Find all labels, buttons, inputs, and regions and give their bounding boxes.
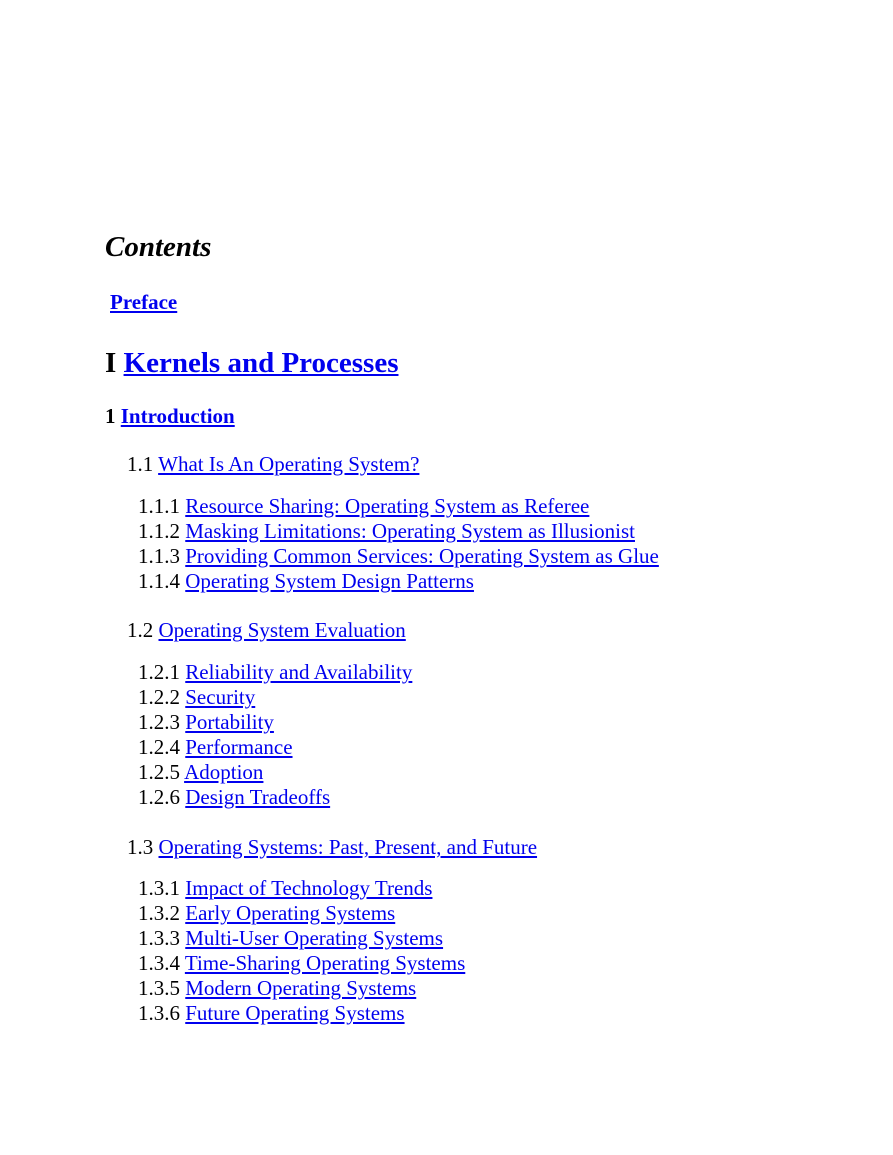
chapter-heading xyxy=(105,404,235,428)
subsection-number: 1.3.1 xyxy=(138,876,180,900)
subsection-link[interactable]: Performance xyxy=(185,735,293,760)
preface-entry xyxy=(110,290,177,314)
subsection-number: 1.2.1 xyxy=(138,660,180,684)
section-link[interactable]: Operating System Evaluation xyxy=(158,618,406,642)
part-heading xyxy=(105,345,398,381)
subsection-item xyxy=(138,951,465,976)
subsection-item xyxy=(138,494,659,519)
subsection-item xyxy=(138,876,465,901)
subsection-link[interactable]: Multi-User Operating Systems xyxy=(185,926,444,951)
subsection-link[interactable]: Providing Common Services: Operating System as Glue xyxy=(185,544,659,569)
subsection-item xyxy=(138,544,659,569)
subsection-number: 1.2.5 xyxy=(138,760,180,785)
section-number: 1.1 xyxy=(127,452,154,476)
subsection-number: 1.3.6 xyxy=(138,1001,180,1026)
part-title-link[interactable]: Kernels and Processes xyxy=(123,347,399,379)
chapter-number: 1 xyxy=(105,404,116,428)
subsection-item xyxy=(138,519,659,544)
subsection-item xyxy=(138,760,412,785)
subsection-number: 1.1.1 xyxy=(138,494,180,518)
part-number: I xyxy=(105,347,117,379)
subsection-link[interactable]: Impact of Technology Trends xyxy=(185,876,433,900)
subsection-number: 1.3.4 xyxy=(138,951,180,976)
subsection-item xyxy=(138,685,412,710)
section-number: 1.2 xyxy=(127,618,154,642)
subsection-item xyxy=(138,660,412,685)
chapter-title-link[interactable]: Introduction xyxy=(120,404,235,428)
subsection-item xyxy=(138,1001,465,1026)
section-heading xyxy=(127,452,419,476)
subsection-number: 1.2.3 xyxy=(138,710,180,735)
subsection-item xyxy=(138,735,412,760)
subsection-number: 1.2.2 xyxy=(138,685,180,710)
subsection-link[interactable]: Time-Sharing Operating Systems xyxy=(184,951,466,976)
subsection-link[interactable]: Portability xyxy=(185,710,274,735)
subsection-item xyxy=(138,976,465,1001)
subsection-link[interactable]: Early Operating Systems xyxy=(185,901,396,926)
subsection-number: 1.3.5 xyxy=(138,976,180,1001)
subsection-list xyxy=(138,660,412,811)
subsection-link[interactable]: Future Operating Systems xyxy=(185,1001,405,1026)
subsection-item xyxy=(138,785,412,810)
subsection-item xyxy=(138,710,412,735)
subsection-link[interactable]: Reliability and Availability xyxy=(185,660,413,684)
subsection-link[interactable]: Modern Operating Systems xyxy=(185,976,417,1001)
subsection-number: 1.2.4 xyxy=(138,735,180,760)
subsection-item xyxy=(138,569,659,594)
subsection-number: 1.1.3 xyxy=(138,544,180,569)
contents-title: Contents xyxy=(105,231,212,263)
subsection-number: 1.3.2 xyxy=(138,901,180,926)
subsection-number: 1.1.2 xyxy=(138,519,180,544)
subsection-number: 1.1.4 xyxy=(138,569,180,594)
subsection-link[interactable]: Security xyxy=(185,685,256,710)
section-link[interactable]: What Is An Operating System? xyxy=(158,452,420,476)
subsection-link[interactable]: Adoption xyxy=(184,760,264,785)
subsection-link[interactable]: Masking Limitations: Operating System as Illusionist xyxy=(185,519,635,544)
section-heading xyxy=(127,835,537,859)
subsection-link[interactable]: Resource Sharing: Operating System as Referee xyxy=(185,494,590,518)
subsection-link[interactable]: Design Tradeoffs xyxy=(185,785,331,810)
subsection-number: 1.3.3 xyxy=(138,926,180,951)
subsection-link[interactable]: Operating System Design Patterns xyxy=(185,569,474,594)
subsection-list xyxy=(138,494,659,594)
section-heading xyxy=(127,618,406,642)
subsection-item xyxy=(138,901,465,926)
preface-link[interactable]: Preface xyxy=(110,290,178,314)
subsection-number: 1.2.6 xyxy=(138,785,180,810)
section-link[interactable]: Operating Systems: Past, Present, and Future xyxy=(158,835,538,859)
subsection-item xyxy=(138,926,465,951)
subsection-list xyxy=(138,876,465,1027)
section-number: 1.3 xyxy=(127,835,154,859)
